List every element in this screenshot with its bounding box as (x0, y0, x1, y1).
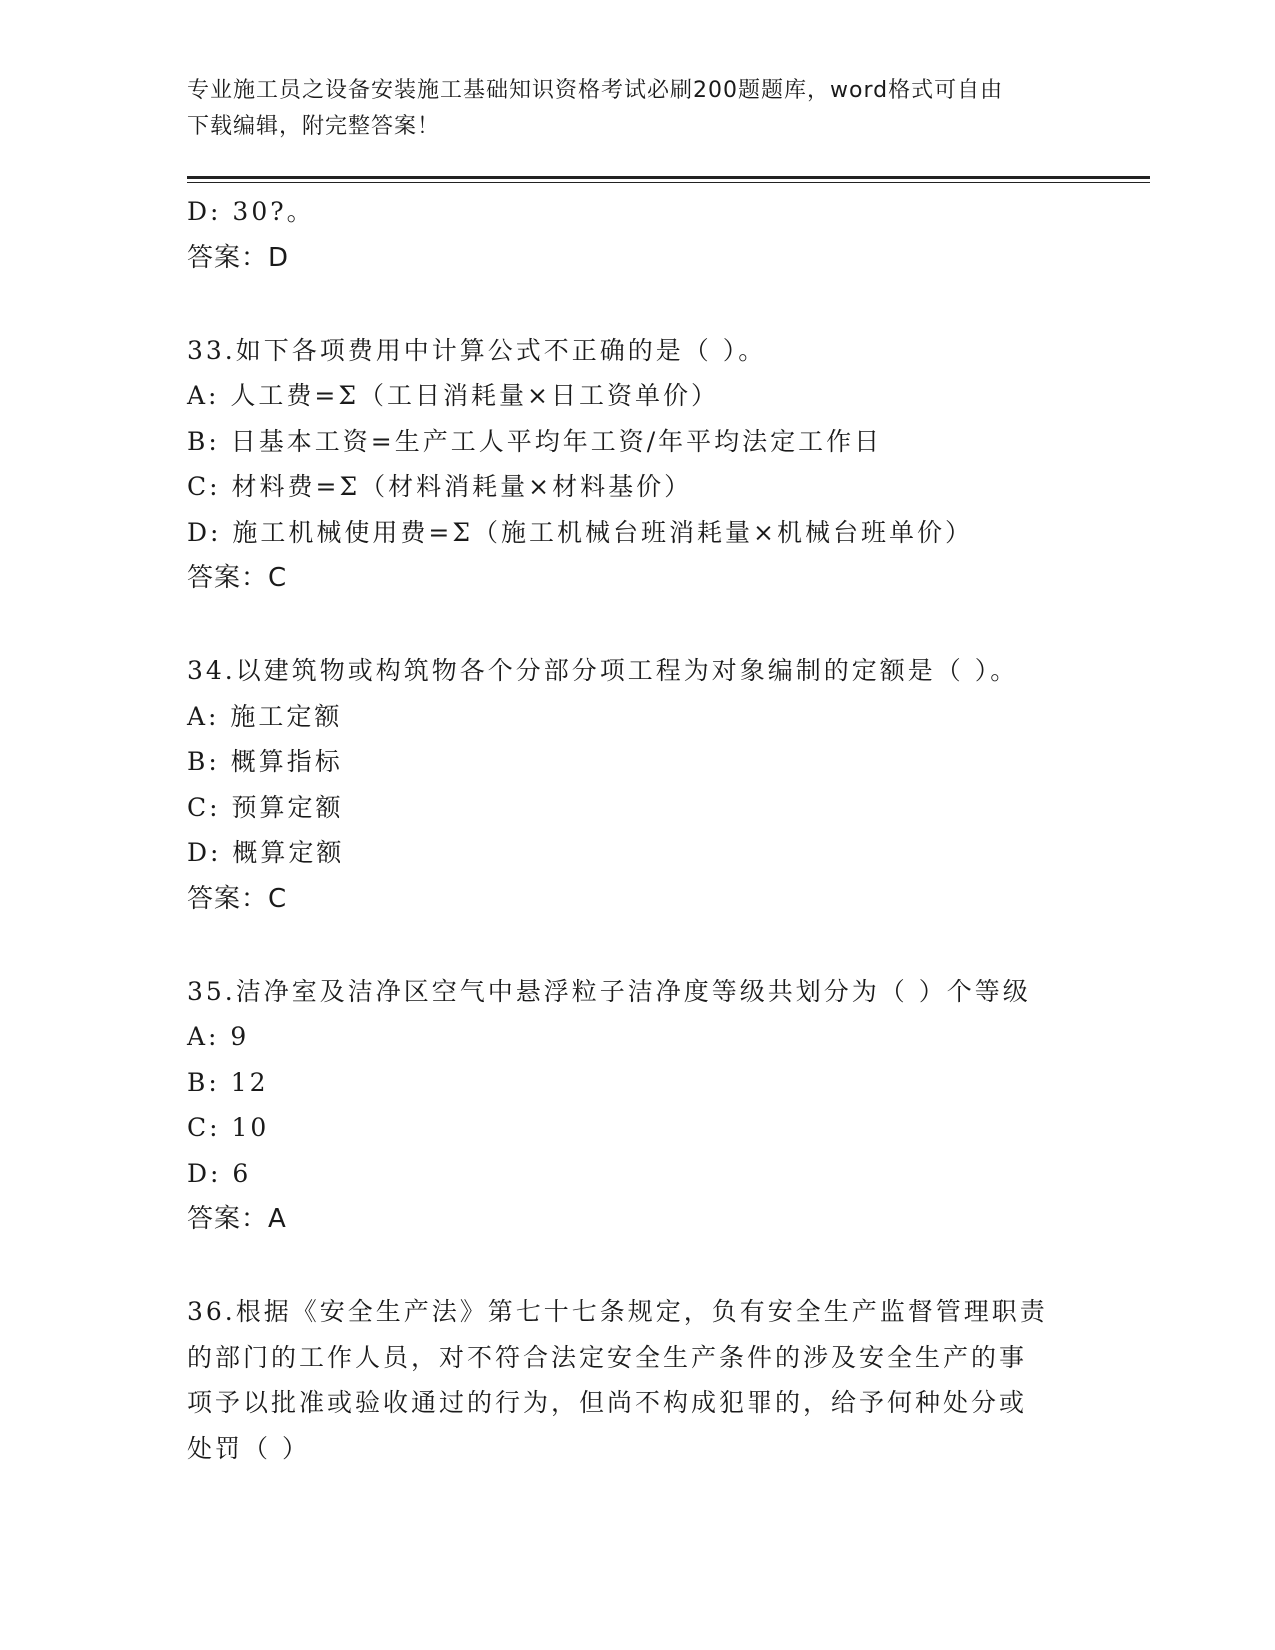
header-divider-thick (187, 176, 1150, 179)
header-divider-thin (187, 182, 1150, 183)
option-c: C: 10 (187, 1113, 270, 1142)
question-stem-line-4: 处罚（ ） (187, 1433, 310, 1463)
question-stem-line-1: 36.根据《安全生产法》第七十七条规定，负有安全生产监督管理职责 (187, 1297, 1048, 1326)
option-c: C: 材料费=Σ（材料消耗量×材料基价） (187, 472, 693, 501)
spacer (187, 281, 1087, 328)
answer-line: 答案：D (187, 242, 290, 273)
option-a: A: 施工定额 (187, 701, 343, 731)
answer-line: 答案：C (187, 883, 288, 914)
question-stem-line-3: 项予以批准或验收通过的行为，但尚不构成犯罪的，给予何种处分或 (187, 1388, 1028, 1417)
spacer (187, 1242, 1087, 1289)
spacer (187, 601, 1087, 648)
option-b: B: 12 (187, 1067, 269, 1097)
answer-line: 答案：C (187, 563, 288, 593)
question-stem: 34.以建筑物或构筑物各个分部分项工程为对象编制的定额是（ ）。 (187, 656, 1019, 685)
option-a: A: 人工费=Σ（工日消耗量×日工资单价） (187, 381, 719, 410)
option-d: D: 6 (187, 1158, 252, 1188)
header-title-line-2: 下载编辑，附完整答案！ (187, 114, 441, 139)
header-title-line-1: 专业施工员之设备安装施工基础知识资格考试必刷200题题库，word格式可自由 (187, 78, 1004, 103)
question-32-tail (187, 189, 1087, 281)
answer-line: 答案：A (187, 1204, 287, 1234)
page-header (187, 73, 1067, 145)
question-34 (187, 648, 1087, 922)
option-d: D: 概算定额 (187, 838, 345, 867)
question-stem-line-2: 的部门的工作人员，对不符合法定安全生产条件的涉及安全生产的事 (187, 1342, 1028, 1372)
question-list (187, 189, 1087, 1471)
option-b: B: 日基本工资=生产工人平均年工资/年平均法定工作日 (187, 426, 883, 456)
option-d: D: 施工机械使用费=Σ（施工机械台班消耗量×机械台班单价） (187, 517, 973, 547)
question-36 (187, 1289, 1087, 1471)
option-c: C: 预算定额 (187, 792, 344, 822)
question-33 (187, 328, 1087, 602)
question-stem: 33.如下各项费用中计算公式不正确的是（ ）。 (187, 335, 767, 365)
option-a: A: 9 (187, 1022, 250, 1051)
question-35 (187, 969, 1087, 1243)
option-d: D: 30?。 (187, 197, 315, 226)
option-b: B: 概算指标 (187, 747, 343, 776)
spacer (187, 922, 1087, 969)
question-stem: 35.洁净室及洁净区空气中悬浮粒子洁净度等级共划分为（ ）个等级 (187, 976, 1031, 1006)
